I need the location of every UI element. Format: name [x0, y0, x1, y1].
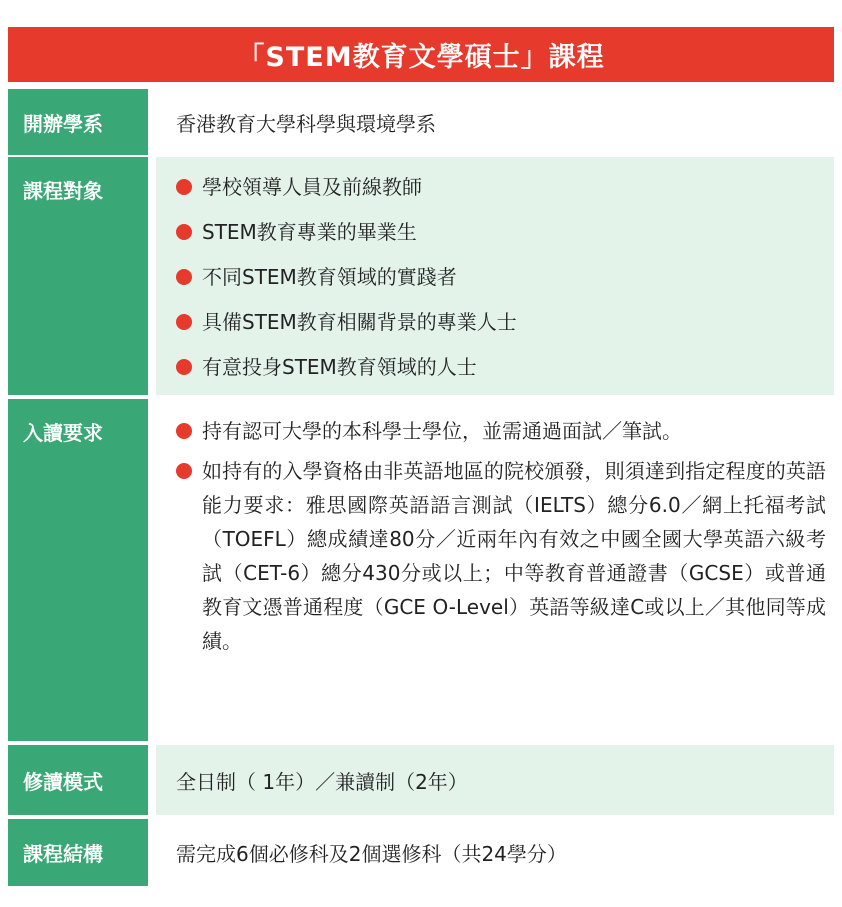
- structure-row: [8, 819, 834, 886]
- department-row: [8, 89, 834, 155]
- structure-value: 需完成6個必修科及2個選修科（共24學分）: [156, 819, 834, 886]
- mode-value: 全日制（ 1年）／兼讀制（2年）: [156, 745, 834, 815]
- bullet-icon: [176, 359, 192, 375]
- list-item: [176, 414, 826, 448]
- list-item-text: 如持有的入學資格由非英語地區的院校頒發，則須達到指定程度的英語能力要求：雅思國際英語語言測試（IELTS）總分6.0／網上托福考試（TOEFL）總成績達80分／近兩年內有效之中國全國大學英語六級考試（CET-6）總分430分或以上；中等教育普通證書（GCSE）或普通教育文憑普通程度（GCE O-Level）英語等級達C或以上／其他同等成績。: [202, 459, 826, 653]
- mode-label: 修讀模式: [8, 745, 148, 815]
- structure-label: 課程結構: [8, 819, 148, 886]
- page-title: 「STEM教育文學碩士」課程: [8, 27, 834, 82]
- audience-label: 課程對象: [8, 157, 148, 395]
- list-item-text: 持有認可大學的本科學士學位，並需通過面試／筆試。: [202, 419, 682, 443]
- bullet-icon: [176, 463, 192, 479]
- department-label: 開辦學系: [8, 89, 148, 155]
- bullet-icon: [176, 423, 192, 439]
- audience-list: [176, 172, 834, 382]
- audience-content: [156, 157, 834, 395]
- list-item: [176, 454, 826, 658]
- admission-label: 入讀要求: [8, 399, 148, 741]
- mode-row: [8, 745, 834, 815]
- bullet-icon: [176, 224, 192, 240]
- list-item: [176, 217, 834, 247]
- list-item-text: 具備STEM教育相關背景的專業人士: [202, 310, 517, 334]
- admission-list: [176, 414, 826, 658]
- audience-row: [8, 157, 834, 395]
- bullet-icon: [176, 179, 192, 195]
- admission-row: [8, 399, 834, 741]
- list-item-text: 學校領導人員及前線教師: [202, 175, 422, 199]
- list-item-text: 有意投身STEM教育領域的人士: [202, 355, 477, 379]
- list-item: [176, 307, 834, 337]
- list-item-text: 不同STEM教育領域的實踐者: [202, 265, 457, 289]
- bullet-icon: [176, 314, 192, 330]
- list-item: [176, 262, 834, 292]
- admission-content: [156, 399, 834, 741]
- list-item-text: STEM教育專業的畢業生: [202, 220, 417, 244]
- bullet-icon: [176, 269, 192, 285]
- list-item: [176, 172, 834, 202]
- department-value: 香港教育大學科學與環境學系: [156, 89, 834, 155]
- list-item: [176, 352, 834, 382]
